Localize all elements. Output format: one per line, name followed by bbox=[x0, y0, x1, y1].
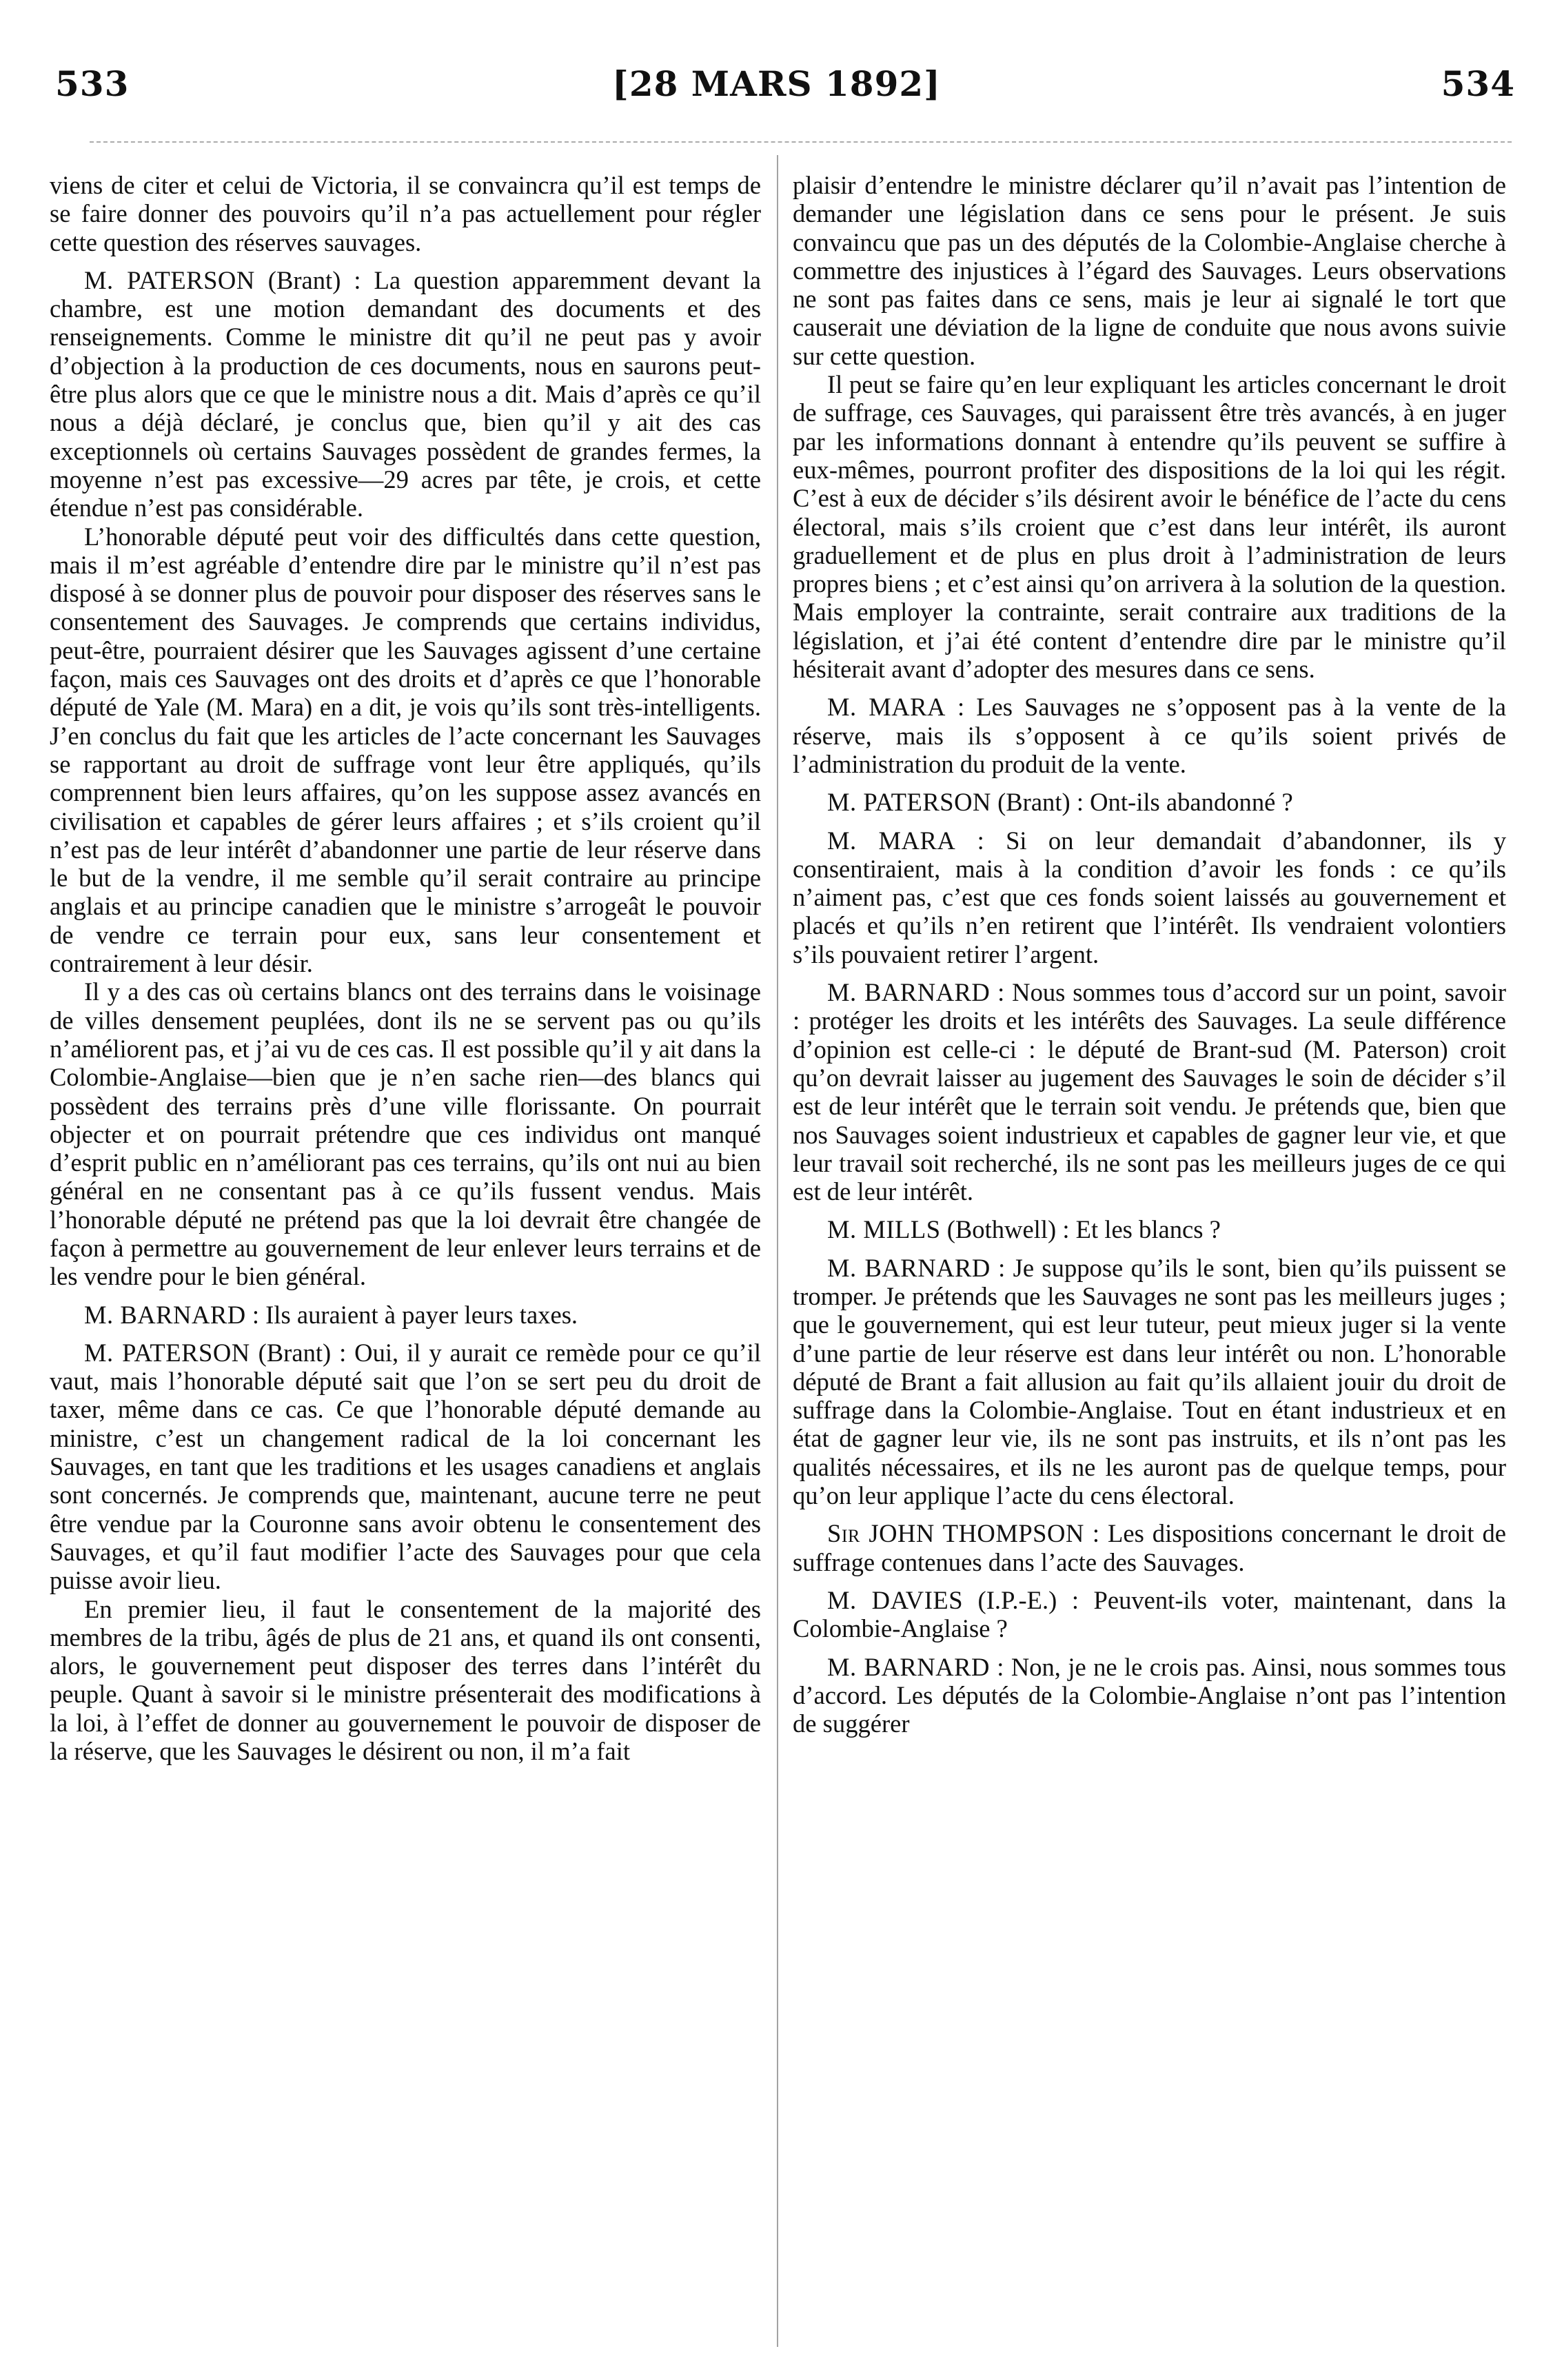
paragraph-text: : Non, je ne le crois pas. Ainsi, nous sommes tous d’accord. Les députés de la Colombie-Anglaise n’ont pas l’intention de suggérer bbox=[793, 1652, 1506, 1738]
page-header bbox=[0, 0, 1553, 138]
paragraph bbox=[793, 788, 1506, 816]
paragraph-text: : Les dispositions concernant le droit de suffrage contenues dans l’acte des Sauvages. bbox=[793, 1519, 1506, 1576]
speaker-name: M. BARNARD bbox=[84, 1300, 246, 1329]
speaker-name: M. PATERSON bbox=[827, 788, 991, 817]
right-column bbox=[793, 171, 1506, 1738]
paragraph-text: : Nous sommes tous d’accord sur un point, savoir : protéger les droits et les intérêts des Sauvages. La seule différence d’opinion est celle-ci : le député de Brant-sud (M. Paterson) croit qu’on devrait laisser au jugement des Sauvages le soin de décider s’il est de leur intérêt que le terrain soit vendu. Je prétends que, bien que nos Sauvages soient industrieux et capables de gagner leur vie, et que leur travail soit recherché, ils ne sont pas les meilleurs juges de ce qui est de leur intérêt. bbox=[793, 978, 1507, 1206]
paragraph bbox=[793, 1215, 1506, 1243]
paragraph-text: (Brant) : La question apparemment devant la chambre, est une motion demandant des documents et des renseignements. Comme le ministre dit qu’il ne peut pas y avoir d’objection à la production de ces documents, nous en saurons peut-être plus alors que ce que le ministre nous a dit. Mais d’après ce qu’il nous a déjà déclaré, je conclus que, bien qu’il y ait des cas exceptionnels où certains Sauvages possèdent de grandes fermes, la moyenne n’est pas excessive—29 acres par tête, je crois, et cette étendue n’est pas considérable. bbox=[50, 265, 761, 522]
paragraph bbox=[50, 1301, 761, 1329]
paragraph-text: (I.P.-E.) : Peuvent-ils voter, maintenant, dans la Colombie-Anglaise ? bbox=[793, 1585, 1506, 1643]
paragraph-text: plaisir d’entendre le ministre déclarer qu’il n’avait pas l’intention de demander une législation dans ce sens pour le présent. Je suis convaincu que pas un des députés de la Colombie-Anglaise cherche à commettre des injustices à l’égard des Sauvages. Leurs observations ne sont pas faites dans ce sens, mais je leur ai signalé le tort que causerait une déviation de la ligne de conduite que nous avons suivie sur cette question. bbox=[793, 171, 1506, 370]
left-column bbox=[50, 171, 761, 1765]
paragraph bbox=[793, 978, 1506, 1206]
page-number-left: 533 bbox=[55, 63, 130, 104]
paragraph-text: : Ils auraient à payer leurs taxes. bbox=[245, 1300, 578, 1329]
paragraph bbox=[50, 171, 761, 256]
paragraph bbox=[793, 1653, 1506, 1738]
speaker-name: M. MARA bbox=[827, 826, 956, 855]
paragraph bbox=[50, 266, 761, 522]
paragraph-text: Il peut se faire qu’en leur expliquant les articles concernant le droit de suffrage, ces Sauvages, qui paraissent être très avancés, à en juger par les informations donnant à entendre qu’ils peuvent se suffire à eux-mêmes, pourront profiter des dispositions de la loi qui les régit. C’est à eux de décider s’ils désirent avoir le bénéfice de l’acte du cens électoral, mais s’ils croient que c’est dans leur intérêt, ils auront graduellement et de plus en plus droit à l’administration de leurs propres biens ; et c’est ainsi qu’on arrivera à la solution de la question. Mais employer la contrainte, serait contraire aux traditions de la législation, et j’ai été content d’entendre dire par le ministre qu’il hésiterait avant d’adopter des mesures dans ce sens. bbox=[793, 370, 1506, 684]
paragraph-text: Il y a des cas où certains blancs ont des terrains dans le voisinage de villes densement peuplées, dont ils ne se servent pas ou qu’ils n’améliorent pas, et j’ai vu de ces cas. Il est possible qu’il y ait dans la Colombie-Anglaise—bien que je n’en sache rien—des blancs qui possèdent des terrains près d’une ville florissante. On pourrait objecter et on pourrait prétendre que ces individus ont manqué d’esprit public en n’améliorant pas ces terrains, qu’ils ont nui au bien général en ne consentant pas à ce qu’ils fussent vendus. Mais l’honorable député ne prétend pas que la loi devrait être changée de façon à permettre au gouvernement de leur enlever leurs terrains et de les vendre pour le bien général. bbox=[50, 977, 761, 1291]
paragraph bbox=[793, 1519, 1506, 1576]
speaker-name: M. BARNARD bbox=[827, 978, 991, 1007]
paragraph bbox=[793, 693, 1506, 778]
paragraph bbox=[793, 826, 1506, 968]
paragraph-text: (Brant) : Oui, il y aurait ce remède pour ce qu’il vaut, mais l’honorable député sait que l’on se sert peu du droit de taxer, même dans ce cas. Ce que l’honorable député demande au ministre, c’est un changement radical de la loi concernant les Sauvages, en tant que les traditions et les usages canadiens et anglais sont concernés. Je comprends que, maintenant, aucune terre ne peut être vendue par la Couronne sans avoir obtenu le consentement des Sauvages, et qu’il faut modifier l’acte des Sauvages pour que cela puisse avoir lieu. bbox=[50, 1338, 761, 1595]
header-rule bbox=[90, 141, 1512, 143]
paragraph bbox=[50, 522, 761, 978]
paragraph bbox=[793, 1586, 1506, 1643]
paragraph-text: (Brant) : Ont-ils abandonné ? bbox=[991, 788, 1293, 817]
speaker-name: Sir JOHN THOMPSON bbox=[827, 1519, 1084, 1548]
speaker-name: M. MILLS bbox=[827, 1215, 941, 1244]
paragraph-text: En premier lieu, il faut le consentement de la majorité des membres de la tribu, âgés de plus de 21 ans, et quand ils ont consenti, alors, le gouvernement peut disposer des terres dans l’intérêt du peuple. Quant à savoir si le ministre présenterait des modifications à la loi, à l’effet de donner au gouvernement le pouvoir de disposer de la réserve, que les Sauvages le désirent ou non, il m’a fait bbox=[50, 1594, 761, 1766]
paragraph bbox=[50, 977, 761, 1290]
speaker-name: M. BARNARD bbox=[827, 1652, 990, 1681]
speaker-name: M. PATERSON bbox=[84, 1338, 250, 1367]
speaker-name: M. BARNARD bbox=[827, 1253, 991, 1282]
paragraph-text: : Si on leur demandait d’abandonner, ils y consentiraient, mais à la condition d’avoir les fonds : ce qu’ils n’aiment pas, c’est que ces fonds soient laissés au gouvernement et placés et qu’ils n’en retirent que l’intérêt. Ils vendraient volontiers s’ils pouvaient retirer l’argent. bbox=[793, 826, 1506, 968]
paragraph bbox=[50, 1595, 761, 1766]
column-divider bbox=[777, 155, 778, 2347]
speaker-name: M. DAVIES bbox=[827, 1585, 964, 1614]
page-number-right: 534 bbox=[1441, 63, 1515, 104]
paragraph-text: : Les Sauvages ne s’opposent pas à la vente de la réserve, mais ils s’opposent à ce qu’ils soient privés de l’administration du produit de la vente. bbox=[793, 693, 1506, 778]
page-date: [28 MARS 1892] bbox=[612, 63, 941, 104]
speaker-name: M. PATERSON bbox=[84, 265, 255, 294]
paragraph-text: : Je suppose qu’ils le sont, bien qu’ils puissent se tromper. Je prétends que les Sauvages ne sont pas les meilleurs juges ; que le gouvernement, qui est leur tuteur, peut mieux juger si la vente d’une partie de leur réserve est dans leur intérêt ou non. L’honorable député de Brant a fait allusion au fait qu’ils allaient jouir du droit de suffrage dans la Colombie-Anglaise. Tout en étant industrieux et en état de gagner leur vie, ils ne sont pas instruits, et ils n’ont pas les qualités nécessaires, et ils ne les auront pas de quelque temps, pour qu’on leur applique l’acte du cens électoral. bbox=[793, 1253, 1506, 1510]
paragraph bbox=[50, 1339, 761, 1595]
paragraph bbox=[793, 370, 1506, 683]
paragraph-text: L’honorable député peut voir des difficultés dans cette question, mais il m’est agréable d’entendre dire par le ministre qu’il n’est pas disposé à se donner plus de pouvoir pour disposer des réserves sans le consentement des Sauvages. Je comprends que certains individus, peut-être, pourraient désirer que les Sauvages agissent d’une certaine façon, mais ces Sauvages ont des droits et d’après ce que l’honorable député de Yale (M. Mara) en a dit, je vois qu’ils sont très-intelligents. J’en conclus du fait que les articles de l’acte concernant les Sauvages se rapportant au droit de suffrage vont leur être appliqués, qu’ils comprennent bien leurs affaires, qu’on les suppose assez avancés en civilisation et capables de gérer leurs affaires ; et s’ils croient qu’il n’est pas de leur intérêt d’abandonner une partie de leur réserve dans le but de la vendre, il me semble qu’il serait contraire au principe anglais et au principe canadien que le ministre s’arrogeât le pouvoir de vendre ce terrain pour eux, sans leur consentement et contrairement à leur désir. bbox=[50, 522, 761, 978]
paragraph-text: (Bothwell) : Et les blancs ? bbox=[940, 1215, 1221, 1244]
paragraph bbox=[793, 1254, 1506, 1510]
paragraph-text: viens de citer et celui de Victoria, il se convaincra qu’il est temps de se faire donner des pouvoirs qu’il n’a pas actuellement pour régler cette question des réserves sauvages. bbox=[50, 171, 761, 256]
speaker-name: M. MARA bbox=[827, 693, 946, 722]
paragraph bbox=[793, 171, 1506, 370]
